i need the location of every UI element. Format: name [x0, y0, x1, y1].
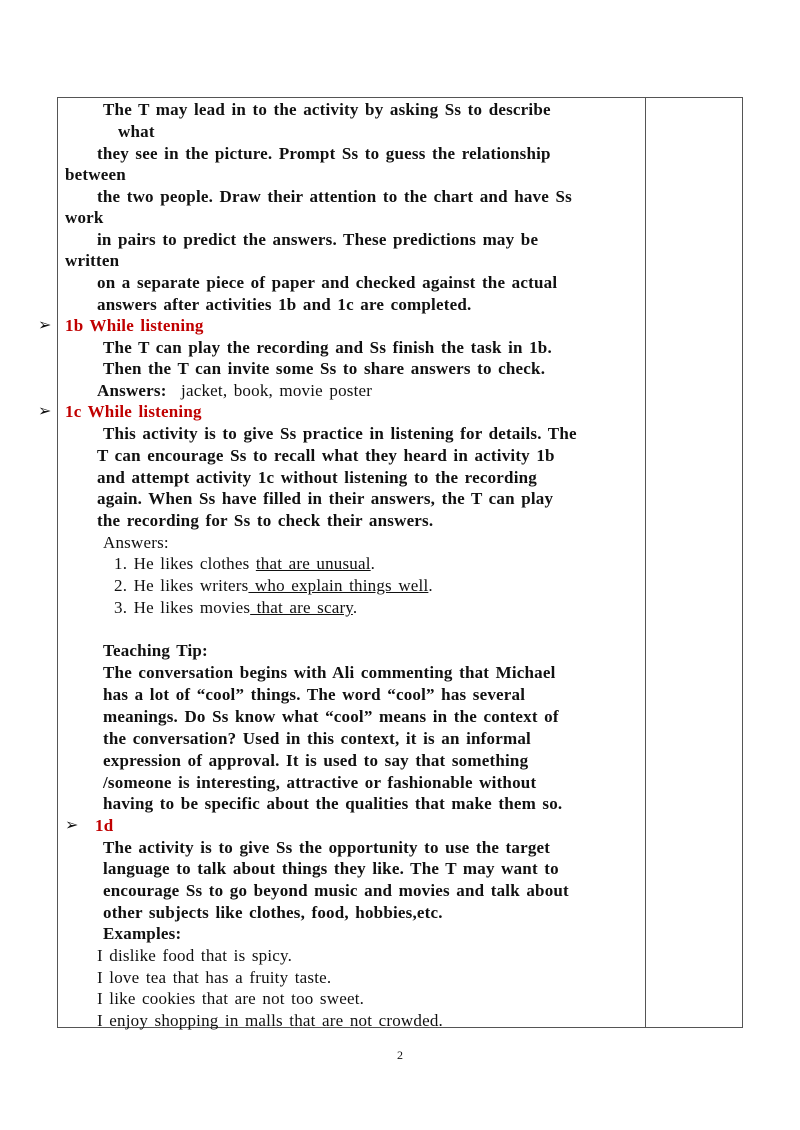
- section-1c-line: the recording for Ss to check their answers.: [97, 511, 434, 530]
- answer-item: 2. He likes writers who explain things well.: [114, 576, 433, 595]
- teaching-tip-line: has a lot of “cool” things. The word “cool” has several: [103, 685, 526, 704]
- examples-label: Examples:: [103, 924, 182, 943]
- section-1d-line: other subjects like clothes, food, hobbies,etc.: [103, 903, 443, 922]
- teaching-tip-line: expression of approval. It is used to say that something: [103, 751, 529, 770]
- answers-label: Answers:: [97, 381, 167, 400]
- intro-line: answers after activities 1b and 1c are completed.: [97, 295, 472, 314]
- intro-line: the two people. Draw their attention to the chart and have Ss: [97, 187, 572, 206]
- teaching-tip-heading: Teaching Tip:: [103, 641, 208, 660]
- example-item: I like cookies that are not too sweet.: [97, 989, 365, 1008]
- intro-line: in pairs to predict the answers. These predictions may be: [97, 230, 539, 249]
- teaching-tip-line: having to be specific about the qualities that make them so.: [103, 794, 563, 813]
- arrow-bullet-icon: ➢: [38, 403, 52, 420]
- teaching-tip-line: meanings. Do Ss know what “cool” means in the context of: [103, 707, 559, 726]
- section-heading-1b: 1b While listening: [65, 316, 204, 335]
- section-1c-line: This activity is to give Ss practice in listening for details. The: [103, 424, 577, 443]
- intro-line: what: [118, 122, 155, 141]
- intro-line: they see in the picture. Prompt Ss to guess the relationship: [97, 144, 551, 163]
- intro-line: on a separate piece of paper and checked against the actual: [97, 273, 558, 292]
- section-1d-line: language to talk about things they like. The T may want to: [103, 859, 559, 878]
- example-item: I love tea that has a fruity taste.: [97, 968, 332, 987]
- answers-value: jacket, book, movie poster: [181, 381, 373, 400]
- intro-line: written: [65, 251, 120, 270]
- teaching-tip-line: the conversation? Used in this context, it is an informal: [103, 729, 531, 748]
- arrow-bullet-icon: ➢: [65, 817, 79, 834]
- section-1c-line: again. When Ss have filled in their answers, the T can play: [97, 489, 554, 508]
- section-1d-line: encourage Ss to go beyond music and movies and talk about: [103, 881, 569, 900]
- section-1b-answers: [97, 380, 372, 401]
- page-number: 2: [397, 1048, 403, 1062]
- example-item: I enjoy shopping in malls that are not crowded.: [97, 1011, 443, 1030]
- section-heading-1d: 1d: [95, 816, 114, 835]
- intro-line: The T may lead in to the activity by asking Ss to describe: [103, 100, 551, 119]
- section-1c-line: and attempt activity 1c without listening to the recording: [97, 468, 537, 487]
- section-1b-line: The T can play the recording and Ss finish the task in 1b.: [103, 338, 552, 357]
- answer-item: 1. He likes clothes that are unusual.: [114, 554, 376, 573]
- section-1d-line: The activity is to give Ss the opportunity to use the target: [103, 838, 551, 857]
- answers-label: Answers:: [103, 533, 169, 552]
- intro-line: work: [65, 208, 104, 227]
- section-1b-line: Then the T can invite some Ss to share answers to check.: [103, 359, 546, 378]
- intro-line: between: [65, 165, 126, 184]
- teaching-tip-line: /someone is interesting, attractive or fashionable without: [103, 773, 537, 792]
- answer-item: 3. He likes movies that are scary.: [114, 598, 358, 617]
- example-item: I dislike food that is spicy.: [97, 946, 293, 965]
- section-heading-1c: 1c While listening: [65, 402, 202, 421]
- arrow-bullet-icon: ➢: [38, 317, 52, 334]
- teaching-tip-line: The conversation begins with Ali commenting that Michael: [103, 663, 556, 682]
- section-1c-line: T can encourage Ss to recall what they heard in activity 1b: [97, 446, 555, 465]
